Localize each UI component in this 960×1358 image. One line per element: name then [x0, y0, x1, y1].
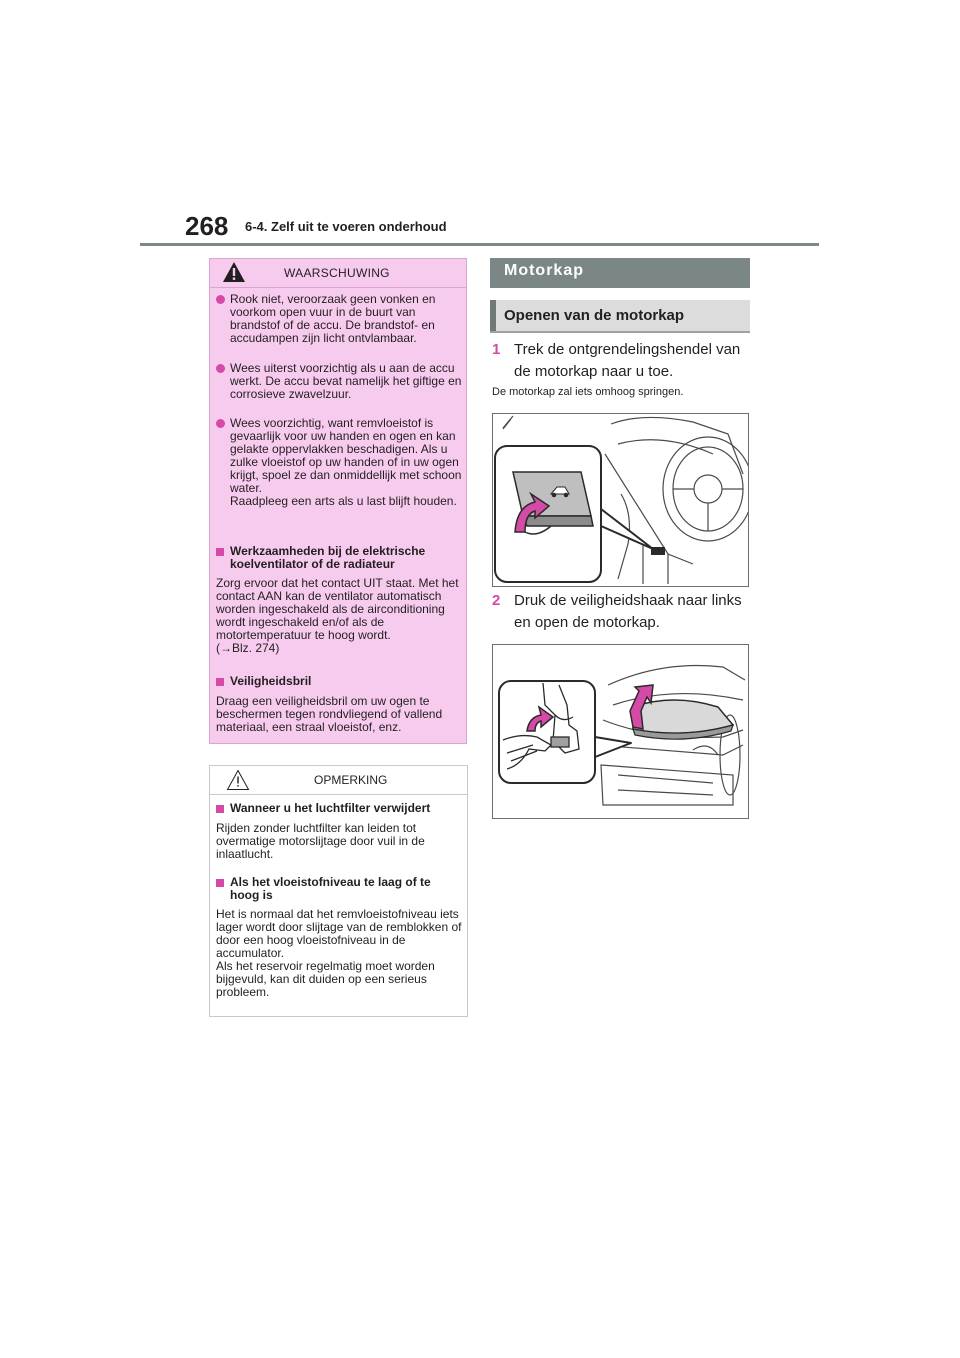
bullet-square-icon	[216, 879, 224, 887]
section-heading: Motorkap	[504, 262, 584, 279]
subsection-heading: Openen van de motorkap	[504, 307, 685, 324]
heading-accent	[490, 300, 496, 331]
note-header	[210, 766, 467, 795]
warning-subheading: Veiligheidsbril	[216, 675, 462, 688]
car-front-hood-drawing	[493, 645, 748, 818]
warning-header	[210, 259, 466, 288]
warning-item: Wees uiterst voorzichtig als u aan de accu werkt. De accu bevat namelijk het giftige en corrosieve zwavelzuur.	[216, 362, 462, 401]
note-subheading: Wanneer u het luchtfilter verwijdert	[216, 802, 462, 815]
caution-triangle-icon	[226, 769, 250, 791]
subsection-heading-bar	[490, 300, 750, 333]
warning-paragraph: Draag een veiligheidsbril om uw ogen te beschermen tegen rondvliegend of vallend materiaal, een straal vloeistof, enz.	[216, 694, 443, 734]
section-title: 6-4. Zelf uit te voeren onderhoud	[245, 219, 447, 234]
bullet-dot-icon	[216, 295, 225, 304]
note-paragraph: Rijden zonder luchtfilter kan leiden tot overmatige motorslijtage door vuil in de inlaatlucht.	[216, 821, 425, 861]
bullet-square-icon	[216, 548, 224, 556]
warning-box	[209, 258, 467, 744]
step-1	[492, 339, 742, 383]
dashboard-lever-drawing	[493, 414, 748, 586]
warning-triangle-icon	[222, 261, 246, 283]
warning-item: Wees voorzichtig, want remvloeistof is gevaarlijk voor uw handen en ogen en kan gelakte oppervlakken beschadigen. Als u zulke vloeistof op uw handen of in uw ogen krijgt, spoel ze dan onmiddellijk met schoon water. Raadpleeg een arts als u last blijft houden.	[216, 417, 462, 508]
bullet-square-icon	[216, 678, 224, 686]
note-box	[209, 765, 468, 1017]
bullet-dot-icon	[216, 419, 225, 428]
bullet-dot-icon	[216, 364, 225, 373]
note-title: OPMERKING	[314, 773, 388, 787]
step-number: 2	[492, 592, 501, 609]
note-paragraph: Het is normaal dat het remvloeistofniveau iets lager wordt door slijtage van de remblokken of door een hoog vloeistofniveau in de accumulator. Als het reservoir regelmatig moet worden bijgevuld, kan dit duiden op een serieus probleem.	[216, 907, 462, 999]
warning-item: Rook niet, veroorzaak geen vonken en voorkom open vuur in de buurt van brandstof of de accu. De brandstof- en accudampen zijn licht ontvlambaar.	[216, 293, 462, 345]
step-text: Trek de ontgrendelingshendel van de motorkap naar u toe.	[514, 341, 741, 380]
step-text: Druk de veiligheidshaak naar links en open de motorkap.	[514, 592, 742, 631]
section-heading-bar	[490, 258, 750, 288]
warning-title: WAARSCHUWING	[284, 266, 390, 280]
step-note: De motorkap zal iets omhoog springen.	[492, 386, 684, 398]
note-subheading: Als het vloeistofniveau te laag of te hoog is	[216, 876, 462, 902]
hood-safety-catch-illustration	[492, 644, 749, 819]
header-rule	[140, 243, 819, 246]
hood-release-lever-illustration	[492, 413, 749, 587]
step-number: 1	[492, 341, 501, 358]
warning-subheading: Werkzaamheden bij de elektrische koelventilator of de radiateur	[216, 545, 462, 571]
warning-paragraph: Zorg ervoor dat het contact UIT staat. Met het contact AAN kan de ventilator automatisch worden ingeschakeld als de airconditioning wordt ingeschakeld en/of als de motortemperatuur te hoog wordt. (→Blz. 274)	[216, 576, 459, 655]
bullet-square-icon	[216, 805, 224, 813]
step-2	[492, 590, 742, 634]
page-number: 268	[185, 211, 229, 241]
